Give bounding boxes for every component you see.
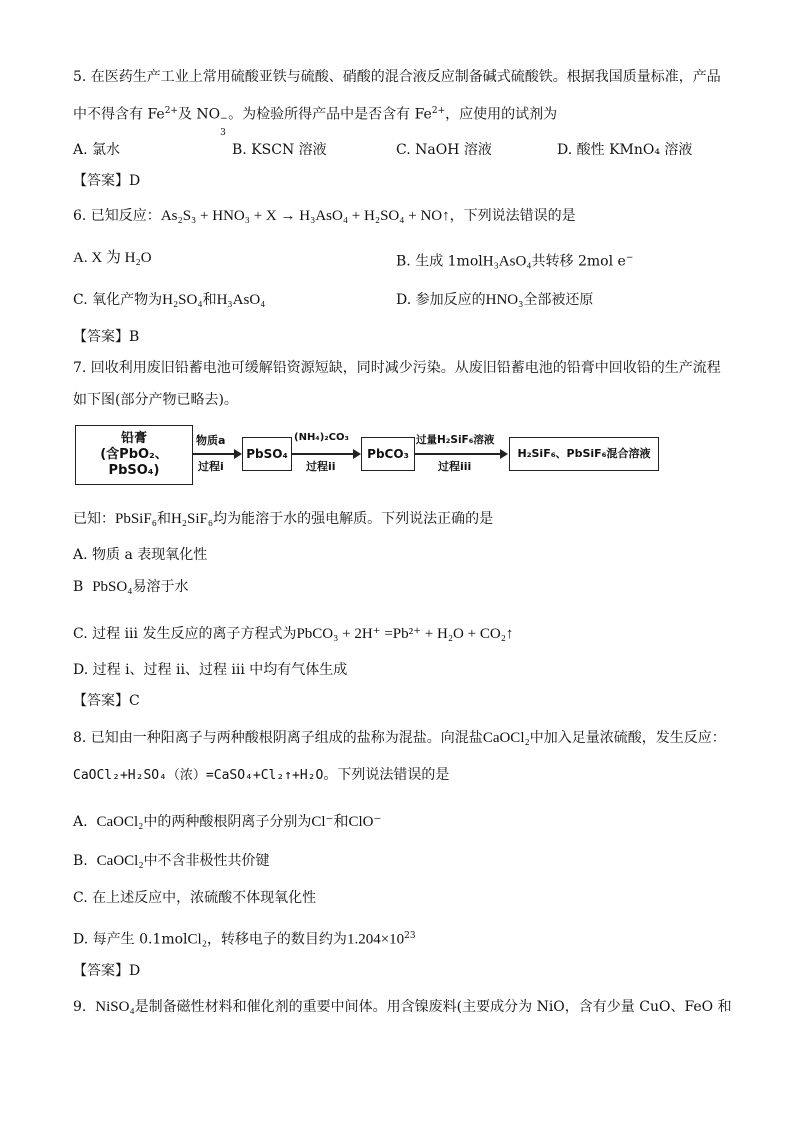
- answer-tag: 【答案】: [73, 329, 129, 345]
- q7-known-d: H₂SiF₆: [170, 511, 214, 527]
- q6-c-a: C. 氧化产物为: [73, 292, 163, 308]
- q7-known-a: 已知：: [73, 511, 115, 527]
- q6-b-b: H₃AsO₄: [482, 253, 532, 270]
- q6-b-sup: −: [625, 253, 634, 263]
- flow-arrow3-top: 过量H₂SiF₆溶液: [416, 434, 495, 446]
- q6-equation: As₂S₃ + HNO₃ + X → H₃AsO₄ + H₂SO₄ + NO↑: [160, 208, 450, 224]
- q8-answer: [73, 961, 140, 981]
- q8-equation: CaOCl₂+H₂SO₄（浓）=CaSO₄+Cl₂↑+H₂O: [73, 768, 324, 783]
- q5-text-d: ，应使用的试剂为: [445, 106, 558, 123]
- flow-arrow1-top: 物质a: [196, 434, 226, 447]
- flow-arrow-3: [414, 453, 506, 455]
- q7-option-a: A. 物质 a 表现氧化性: [73, 547, 208, 563]
- flow-arrow-1: [192, 453, 240, 455]
- q6-option-a: [73, 248, 152, 268]
- q8-d-b: Cl₂: [187, 931, 207, 948]
- q7-b-c: 易溶于水: [132, 579, 189, 595]
- flow-arrow-2: [291, 453, 359, 455]
- q6-d-a: D. 参加反应的: [396, 292, 486, 308]
- q7-stem-line2: 如下图(部分产物已略去)。: [73, 392, 238, 408]
- q8-stem-c: 中加入足量浓硫酸，发生反应：: [529, 730, 726, 746]
- q8-eq-tail: 。下列说法错误的是: [323, 767, 450, 783]
- flow-box1-line2: (含PbO₂、PbSO₄): [100, 447, 168, 478]
- q6-c-b: H₂SO₄: [162, 292, 203, 308]
- q9-stem-b: NiSO₄: [95, 999, 135, 1015]
- q6-answer: [73, 327, 139, 347]
- flow-arrow3-bottom: 过程iii: [438, 460, 472, 473]
- q8-option-c: C. 在上述反应中，浓硫酸不体现氧化性: [73, 890, 317, 906]
- q8-option-a: [73, 812, 381, 832]
- q8-a-d: Cl⁻和ClO⁻: [311, 814, 382, 830]
- q6-option-a-text: A. X 为 H₂O: [73, 250, 152, 266]
- q8-stem-a: 8. 已知由一种阳离子与两种酸根阴离子组成的盐称为混盐。向混盐: [73, 730, 483, 746]
- q7-known: [73, 509, 493, 529]
- q8-stem-b: CaOCl₂: [482, 730, 530, 746]
- q5-option-a: A. 氯水: [73, 142, 121, 158]
- q5-option-b: B. KSCN 溶液: [232, 142, 327, 158]
- q5-stem-line1: 5. 在医药生产工业上常用硫酸亚铁与硫酸、硝酸的混合液反应制备碱式硫酸铁。根据我国质量标准，产品: [73, 69, 721, 85]
- flow-box1-line1: 铅膏: [120, 431, 147, 446]
- q6-option-b: [396, 248, 633, 272]
- flow-box-pbco3: PbCO₃: [361, 437, 415, 471]
- q5-sub-no3: 3: [220, 127, 226, 138]
- q7-option-d: D. 过程 i、过程 ii、过程 iii 中均有气体生成: [73, 662, 348, 678]
- q6-stem-text: 6. 已知反应：: [73, 208, 161, 224]
- q8-b-b: CaOCl₂: [96, 853, 144, 869]
- q5-text-b: 及 NO: [177, 106, 221, 123]
- flow-box-mixed-solution: H₂SiF₆、PbSiF₆混合溶液: [509, 437, 659, 471]
- q6-d-c: 全部被还原: [523, 292, 594, 308]
- q8-b-a: B.: [73, 853, 88, 869]
- q7-known-c: 和: [156, 511, 171, 527]
- q7-option-b: [73, 577, 188, 597]
- answer-value: B: [129, 329, 140, 345]
- q6-b-a: B. 生成 1mol: [396, 253, 483, 270]
- q6-stem: [73, 206, 576, 226]
- q8-option-d: [73, 926, 416, 950]
- q9-stem-c: 是制备磁性材料和催化剂的重要中间体。用含镍废料(主要成分为 NiO，含有少量 CuO、FeO 和: [134, 999, 732, 1015]
- q8-d-c: ，转移电子的数目约为: [206, 931, 347, 948]
- q6-stem-tail: ，下列说法错误的是: [449, 208, 576, 224]
- q5-sup-no3: −: [220, 113, 228, 124]
- q8-option-b: [73, 851, 270, 871]
- q8-d-sup: 23: [404, 931, 416, 941]
- q5-option-c: C. NaOH 溶液: [396, 142, 492, 158]
- q6-d-b: HNO₃: [485, 292, 524, 308]
- q5-stem-line2: [73, 101, 558, 138]
- q7-b-a: B: [73, 579, 84, 595]
- answer-value: C: [129, 693, 140, 709]
- q8-equation-line: [73, 765, 449, 786]
- q8-a-c: 中的两种酸根阴离子分别为: [143, 814, 312, 830]
- q8-d-d: 1.204×10: [346, 931, 405, 948]
- answer-tag: 【答案】: [73, 173, 129, 189]
- flow-arrow2-bottom: 过程ii: [306, 460, 336, 473]
- q6-c-d: H₃AsO₄: [216, 292, 266, 308]
- q5-sup-fe: 2+: [164, 106, 178, 116]
- q7-c-a: C. 过程 iii 发生反应的离子方程式为: [73, 626, 297, 642]
- q7-stem-line1: 7. 回收利用废旧铅蓄电池可缓解铅资源短缺，同时减少污染。从废旧铅蓄电池的铅膏中回收铅的生产流程: [73, 360, 721, 376]
- q5-sup-fe-2: 2+: [431, 106, 446, 116]
- q7-b-b: PbSO₄: [92, 579, 133, 595]
- q7-known-b: PbSiF₆: [115, 511, 157, 527]
- answer-value: D: [129, 963, 141, 979]
- answer-tag: 【答案】: [73, 963, 129, 979]
- q7-known-e: 均为能溶于水的强电解质。下列说法正确的是: [213, 511, 494, 527]
- q8-a-b: CaOCl₂: [96, 814, 144, 830]
- q7-answer: [73, 691, 140, 711]
- q6-option-c: [73, 290, 265, 310]
- q9-stem-a: 9.: [73, 999, 87, 1015]
- answer-value: D: [129, 173, 141, 189]
- q5-option-d: D. 酸性 KMnO₄ 溶液: [557, 142, 693, 158]
- answer-tag: 【答案】: [73, 693, 129, 709]
- q5-answer: [73, 171, 140, 191]
- flow-box-lead-paste: [75, 425, 193, 485]
- q8-a-a: A.: [73, 814, 88, 830]
- q8-stem: [73, 728, 726, 748]
- flow-arrow2-top: (NH₄)₂CO₃: [294, 432, 349, 443]
- q7-c-eq: PbCO₃ + 2H⁺ =Pb²⁺ + H₂O + CO₂↑: [296, 626, 514, 642]
- flow-box-pbso4: PbSO₄: [242, 437, 292, 471]
- q7-option-c: [73, 624, 513, 644]
- q8-d-a: D. 每产生 0.1mol: [73, 931, 188, 948]
- q6-c-c: 和: [202, 292, 217, 308]
- q5-text-c: 。为检验所得产品中是否含有 Fe: [228, 106, 432, 123]
- q9-stem: [73, 997, 732, 1017]
- q6-option-d: [396, 290, 593, 310]
- q8-b-c: 中不含非极性共价键: [143, 853, 270, 869]
- q6-b-c: 共转移 2mol e: [531, 253, 626, 270]
- q5-text-a: 中不得含有 Fe: [73, 106, 165, 123]
- flow-arrow1-bottom: 过程i: [198, 460, 224, 473]
